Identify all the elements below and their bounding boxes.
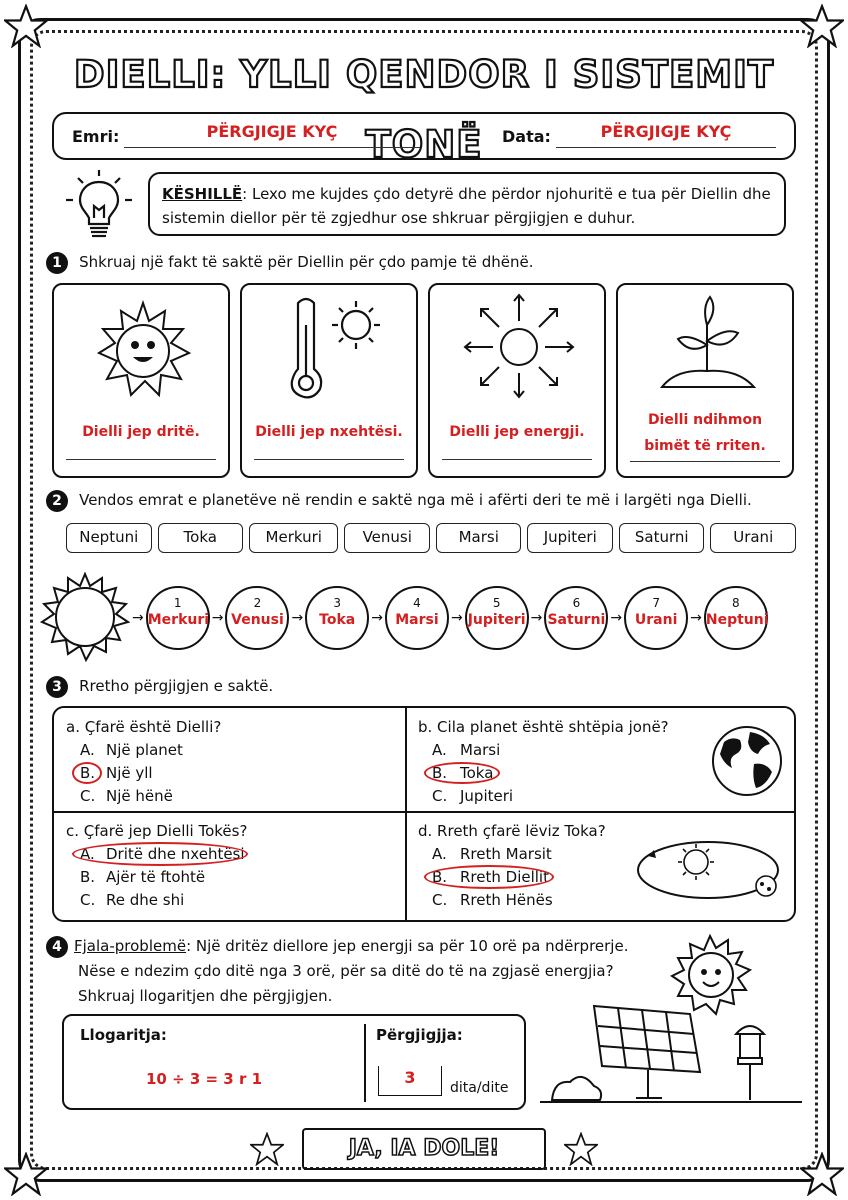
answer-circle [424, 762, 500, 784]
answer-unit: dita/dite [450, 1080, 509, 1096]
date-value: PËRGJIGJE KYÇ [600, 122, 732, 141]
planet-number: 2 [253, 596, 262, 610]
word-bank-chip[interactable]: Saturni [619, 523, 705, 553]
arrow-icon: → [450, 610, 463, 626]
q1-card-1 [52, 283, 230, 478]
star-icon [250, 1132, 284, 1166]
word-bank-chip[interactable]: Toka [158, 523, 244, 553]
planet-number: 8 [732, 596, 740, 610]
planet-slot-1[interactable] [146, 586, 210, 650]
lightbulb-icon [64, 168, 134, 244]
grid-divider-horizontal [54, 811, 794, 813]
option-letter: A. [80, 741, 95, 759]
option-letter: B. [80, 764, 96, 782]
planet-name: Toka [319, 612, 356, 628]
q3d-option-b[interactable] [418, 866, 606, 889]
tip-label: KËSHILLË [162, 185, 243, 203]
option-letter: C. [80, 891, 96, 909]
planet-name: Urani [634, 612, 678, 628]
answer-line [66, 459, 216, 460]
option-text: Një planet [106, 741, 183, 759]
option-letter: A. [432, 741, 447, 759]
q3c-option-b[interactable] [66, 866, 247, 889]
q3-number: 3 [46, 676, 68, 698]
q4-number: 4 [46, 936, 68, 958]
q1-header [46, 252, 533, 274]
q4-line1: : Një dritëz diellore jep energji sa për 10 orë pa ndërprerje. [186, 937, 629, 955]
planet-slot-8[interactable] [704, 586, 768, 650]
option-letter: A. [80, 845, 95, 863]
q3a [66, 716, 221, 808]
option-text: Ajër të ftohtë [106, 868, 206, 886]
answer-circle [72, 842, 248, 866]
q1-prompt: Shkruaj një fakt të saktë për Diellin për çdo pamje të dhënë. [79, 253, 534, 271]
tip-box [148, 172, 786, 236]
q3-header [46, 676, 273, 698]
q3d-option-c[interactable] [418, 889, 606, 912]
option-letter: A. [432, 845, 447, 863]
arrow-icon: → [211, 610, 224, 626]
q1-card-4 [616, 283, 794, 478]
q3c-option-c[interactable] [66, 889, 247, 912]
earth-globe-icon [710, 724, 784, 798]
q4-line3: Shkruaj llogaritjen dhe përgjigjen. [78, 987, 333, 1005]
date-field[interactable] [556, 122, 776, 148]
word-bank-chip[interactable]: Jupiteri [527, 523, 613, 553]
q3-prompt: Rretho përgjigjen e saktë. [79, 677, 274, 695]
plant-sprout-icon [652, 295, 762, 395]
option-letter: C. [432, 891, 448, 909]
thermometer-sun-icon [276, 295, 386, 399]
arrow-icon: → [132, 610, 144, 626]
answer-line [254, 459, 404, 460]
arrow-icon: → [530, 610, 543, 626]
calc-label: Llogaritja: [80, 1026, 167, 1044]
name-field[interactable] [124, 122, 420, 148]
radiating-sun-icon [459, 291, 579, 401]
option-letter: B. [432, 868, 448, 886]
word-bank-chip[interactable]: Urani [710, 523, 796, 553]
option-letter: C. [432, 787, 448, 805]
planet-slot-5[interactable] [465, 586, 529, 650]
q2-prompt: Vendos emrat e planetëve në rendin e saktë nga më i afërti deri te më i largëti nga Dielli. [79, 491, 752, 509]
q3d [418, 820, 606, 912]
q3c-option-a[interactable] [66, 843, 247, 866]
answer-line [630, 461, 780, 462]
q1-card-3 [428, 283, 606, 478]
planet-name: Saturni [547, 612, 606, 628]
calc-divider [364, 1024, 366, 1102]
option-text: Marsi [460, 741, 501, 759]
q1-card-1-answer[interactable]: Dielli jep dritë. [82, 424, 200, 440]
planet-number: 6 [572, 596, 581, 610]
planet-name: Marsi [395, 612, 439, 628]
q3a-option-b[interactable] [66, 762, 221, 785]
q3b [418, 716, 669, 808]
option-text: Re dhe shi [106, 891, 185, 909]
planet-name: Neptuni [705, 612, 769, 628]
planet-number: 5 [492, 596, 501, 610]
option-letter: B. [432, 764, 448, 782]
q3a-option-c[interactable] [66, 785, 221, 808]
planet-number: 7 [652, 596, 660, 610]
q1-number: 1 [46, 252, 68, 274]
answer-label: Përgjigjja: [376, 1026, 463, 1044]
q4-line2: Nëse e ndezim çdo ditë nga 3 orë, për sa ditë do të na zgjasë energjia? [78, 962, 614, 980]
answer-field[interactable] [378, 1066, 442, 1096]
planet-order-row [132, 580, 802, 656]
option-text: Një hënë [106, 787, 173, 805]
q1-card-2 [240, 283, 418, 478]
word-bank-chip[interactable]: Neptuni [66, 523, 152, 553]
tip-text: : Lexo me kujdes çdo detyrë dhe përdor njohuritë e tua për Diellin dhe sistemin diellor për të zgjedhur ose shkruar përgjigjen e duhur. [162, 185, 771, 227]
answer-circle [72, 762, 102, 784]
answer-value: 3 [404, 1068, 416, 1087]
sun-icon [40, 572, 130, 662]
q3d-option-a[interactable] [418, 843, 606, 866]
q3b-option-a[interactable] [418, 739, 669, 762]
name-label: Emri: [72, 127, 120, 146]
q3b-question: b. Cila planet është shtëpia jonë? [418, 718, 669, 736]
footer-banner: JA, IA DOLE! [302, 1128, 546, 1170]
q4-label: Fjala-problemë [74, 937, 187, 955]
name-value: PËRGJIGJE KYÇ [206, 122, 338, 141]
arrow-icon: → [371, 610, 383, 626]
solar-lamp-scene-icon [540, 930, 802, 1114]
q3a-option-a[interactable] [66, 739, 221, 762]
option-text: Jupiteri [460, 787, 514, 805]
planet-name: Venusi [231, 612, 284, 628]
option-text: Rreth Diellit [460, 868, 549, 886]
q1-card-3-answer[interactable]: Dielli jep energji. [449, 424, 585, 440]
q3c [66, 820, 247, 912]
q3a-question: a. Çfarë është Dielli? [66, 718, 222, 736]
page-title: DIELLI: YLLI QENDOR I SISTEMIT TONË [73, 53, 775, 166]
star-icon [564, 1132, 598, 1166]
q3b-option-c[interactable] [418, 785, 669, 808]
star-icon [4, 1152, 48, 1196]
arrow-icon: → [291, 610, 304, 626]
word-bank-chip[interactable]: Marsi [436, 523, 522, 553]
smiling-sun-icon [93, 299, 193, 399]
option-letter: C. [80, 787, 96, 805]
planet-slot-6[interactable] [544, 586, 608, 650]
q1-card-2-answer[interactable]: Dielli jep nxehtësi. [255, 424, 403, 440]
q2-number: 2 [46, 490, 68, 512]
q1-card-4-answer[interactable]: Dielli ndihmon bimët të rriten. [644, 412, 766, 454]
word-bank-chip[interactable]: Merkuri [249, 523, 338, 553]
planet-number: 1 [173, 596, 182, 610]
answer-line [442, 459, 592, 460]
q3d-question: d. Rreth çfarë lëviz Toka? [418, 822, 606, 840]
multiple-choice-grid [52, 706, 796, 922]
arrow-icon: → [690, 610, 702, 626]
option-text: Një yll [106, 764, 153, 782]
option-letter: B. [80, 868, 96, 886]
grid-divider-vertical [405, 708, 407, 920]
q3b-option-b[interactable] [418, 762, 669, 785]
calculation-box [62, 1014, 526, 1110]
date-label: Data: [502, 127, 551, 146]
planet-slot-2[interactable] [225, 586, 289, 650]
option-text: Toka [460, 764, 494, 782]
option-text: Rreth Hënës [460, 891, 553, 909]
option-text: Dritë dhe nxehtësi [106, 845, 245, 863]
planet-number: 3 [333, 596, 342, 610]
planet-slot-3[interactable] [305, 586, 369, 650]
earth-orbit-icon [634, 832, 784, 908]
planet-name: Merkuri [147, 612, 210, 628]
answer-circle [424, 865, 554, 889]
calc-value[interactable]: 10 ÷ 3 = 3 r 1 [145, 1070, 263, 1088]
planet-name: Jupiteri [467, 612, 526, 628]
planet-number: 4 [413, 596, 421, 610]
arrow-icon: → [610, 610, 623, 626]
word-bank-chip[interactable]: Venusi [344, 523, 430, 553]
planet-slot-4[interactable] [385, 586, 449, 650]
option-text: Rreth Marsit [460, 845, 552, 863]
star-icon [800, 1152, 844, 1196]
name-date-box [52, 112, 796, 160]
q3c-question: c. Çfarë jep Dielli Tokës? [66, 822, 248, 840]
planet-slot-7[interactable] [624, 586, 688, 650]
q2-header [46, 490, 752, 512]
word-bank [66, 523, 796, 555]
